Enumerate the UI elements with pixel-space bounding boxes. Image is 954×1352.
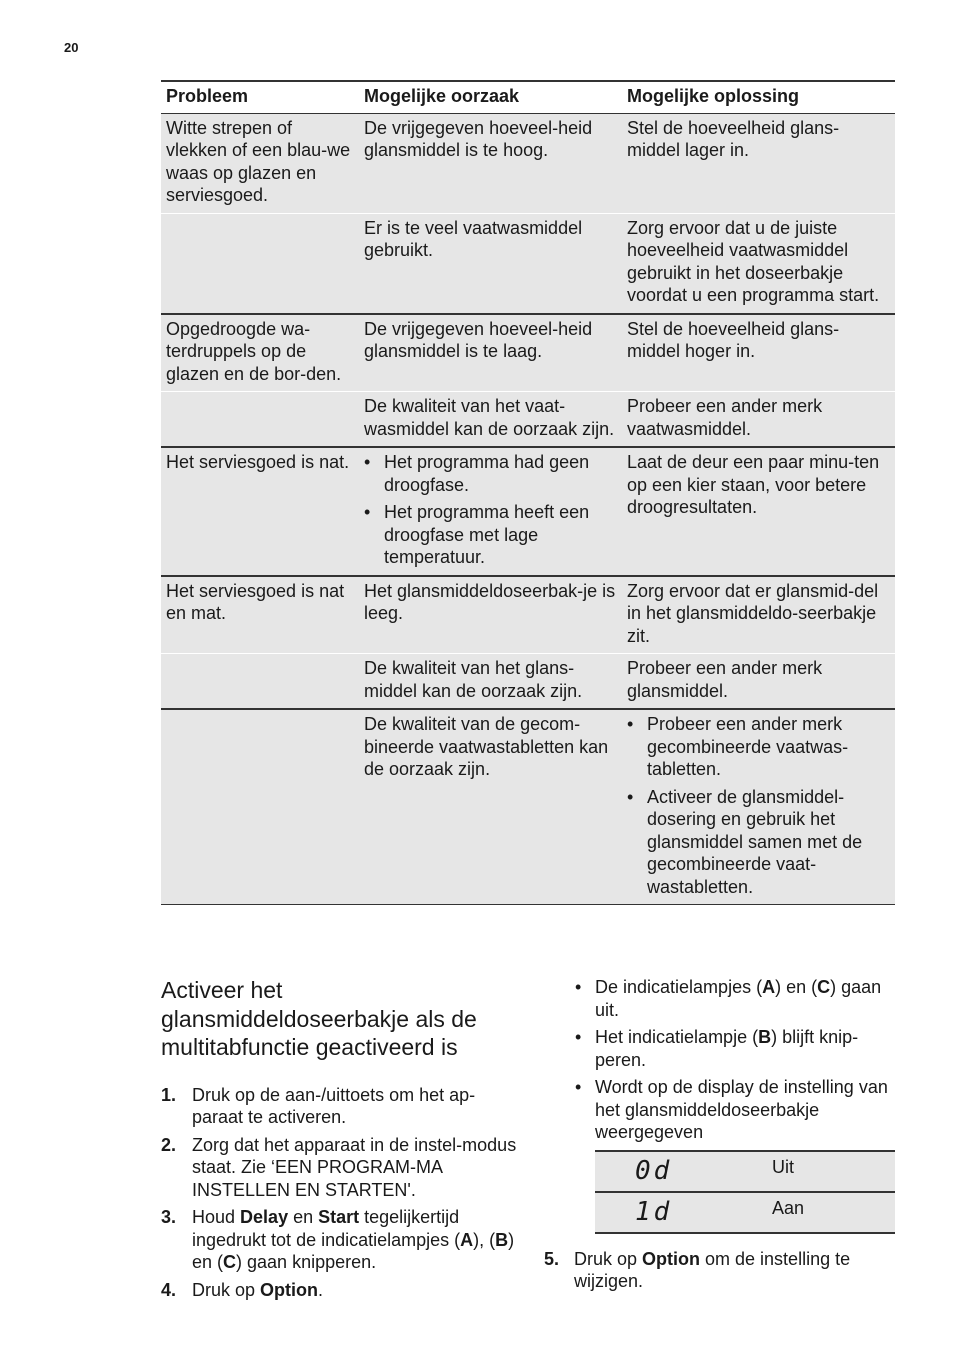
indicator-b: B: [495, 1229, 509, 1250]
list-item: • Probeer een ander merk gecombineerde vaatwas-tabletten.: [627, 713, 891, 781]
table-row: [595, 1151, 895, 1192]
step-item: [161, 1084, 521, 1129]
step-text: Druk op Option.: [192, 1279, 324, 1300]
step-item: [161, 1279, 521, 1302]
indicator-c: C: [223, 1252, 237, 1272]
left-column: [161, 976, 521, 1306]
cause-cell: Het glansmiddeldoseerbak-je is leeg.: [359, 576, 622, 654]
indicator-bullets: [544, 976, 896, 1144]
solution-cell: Zorg ervoor dat u de juiste hoeveelheid vaatwasmiddel gebruikt in het doseerbakje voordat u een programma start.: [622, 213, 895, 314]
cause-cell: De kwaliteit van de gecom-bineerde vaatwastabletten kan de oorzaak zijn.: [359, 709, 622, 905]
step-item: [161, 1206, 521, 1274]
step-text: Zorg dat het apparaat in de instel-modus staat. Zie ‘EEN PROGRAM-MA INSTELLEN EN STARTEN'.: [192, 1134, 517, 1200]
display-code: 0d: [595, 1151, 764, 1192]
indicator-a: A: [460, 1229, 474, 1250]
cause-cell: De kwaliteit van het glans-middel kan de oorzaak zijn.: [359, 654, 622, 710]
step-text: Druk op de aan-/uittoets om het ap-paraat te activeren.: [192, 1084, 476, 1127]
list-item: • Het programma heeft een droogfase met lage temperatuur.: [364, 501, 618, 569]
column-header: Mogelijke oplossing: [622, 81, 895, 113]
step-text: Druk op Option om de instelling te wijzigen.: [574, 1248, 851, 1291]
step-number: 2.: [161, 1134, 177, 1155]
list-item: • Activeer de glansmiddel-dosering en gebruik het glansmiddel samen met de gecombineerde vaat-wastabletten.: [627, 786, 891, 899]
display-settings-table: [595, 1150, 895, 1234]
right-column: [544, 976, 896, 1293]
table-row: [161, 314, 895, 392]
list-item: • Het programma had geen droogfase.: [364, 451, 618, 496]
steps-list-continued: [544, 1248, 896, 1293]
table-row: [595, 1192, 895, 1233]
section-title: Activeer het glansmiddeldoseerbakje als de multitabfunctie geactiveerd is: [161, 977, 477, 1060]
problem-cell: Witte strepen of vlekken of een blau-we waas op glazen en serviesgoed.: [161, 113, 359, 213]
setting-label: Aan: [764, 1192, 895, 1233]
problem-cell: [161, 392, 359, 448]
table-row: [161, 654, 895, 710]
solution-cell: Zorg ervoor dat er glansmid-del in het glansmiddeldo-seerbakje zit.: [622, 576, 895, 654]
cause-cell: De kwaliteit van het vaat-wasmiddel kan de oorzaak zijn.: [359, 392, 622, 448]
page-number: 20: [64, 40, 79, 55]
delay-key: Delay: [240, 1207, 289, 1227]
troubleshooting-table: [161, 80, 895, 905]
list-item: • Het indicatielampje (B) blijft knip-peren.: [544, 1026, 896, 1071]
table-row: [161, 576, 895, 654]
option-key: Option: [260, 1279, 319, 1300]
solution-cell: Probeer een ander merk vaatwasmiddel.: [622, 392, 895, 448]
step-number: 3.: [161, 1207, 177, 1227]
table-row: [161, 113, 895, 213]
problem-cell: Het serviesgoed is nat en mat.: [161, 576, 359, 654]
problem-cell: [161, 213, 359, 314]
solution-cell: Probeer een ander merk glansmiddel.: [622, 654, 895, 710]
solution-cell: [622, 709, 895, 905]
table-row: [161, 447, 895, 576]
display-code: 1d: [595, 1192, 764, 1233]
solution-cell: Laat de deur een paar minu-ten op een kier staan, voor betere droogresultaten.: [622, 447, 895, 576]
steps-list: [161, 1084, 521, 1302]
cause-cell: Er is te veel vaatwasmiddel gebruikt.: [359, 213, 622, 314]
solution-cell: Stel de hoeveelheid glans-middel lager in.: [622, 113, 895, 213]
step-item: [544, 1248, 896, 1293]
step-number: 1.: [161, 1084, 177, 1105]
cause-cell: De vrijgegeven hoeveel-heid glansmiddel is te laag.: [359, 314, 622, 392]
problem-cell: Het serviesgoed is nat.: [161, 447, 359, 576]
cause-cell: [359, 447, 622, 576]
table-header-row: [161, 81, 895, 113]
cause-cell: De vrijgegeven hoeveel-heid glansmiddel is te hoog.: [359, 113, 622, 213]
column-header: Mogelijke oorzaak: [359, 81, 622, 113]
step-text: Houd Delay en Start tegelijkertijd ingedrukt tot de indicatielampjes (A), (B) en (C) gaan knipperen.: [192, 1207, 515, 1272]
solution-bullet-list: [627, 713, 891, 898]
table-row: [161, 392, 895, 448]
setting-label: Uit: [764, 1151, 895, 1192]
cause-bullet-list: [364, 451, 618, 569]
step-number: 4.: [161, 1279, 177, 1300]
problem-cell: [161, 709, 359, 905]
list-item: • De indicatielampjes (A) en (C) gaan uit.: [544, 976, 896, 1021]
table-row: [161, 709, 895, 905]
list-item: • Wordt op de display de instelling van het glansmiddeldoseerbakje weergegeven: [544, 1076, 896, 1144]
column-header: Probleem: [161, 81, 359, 113]
step-item: [161, 1134, 521, 1202]
solution-cell: Stel de hoeveelheid glans-middel hoger in.: [622, 314, 895, 392]
table-row: [161, 213, 895, 314]
problem-cell: Opgedroogde wa-terdruppels op de glazen en de bor-den.: [161, 314, 359, 392]
option-key: Option: [642, 1248, 701, 1269]
start-key: Start: [318, 1207, 360, 1227]
step-number: 5.: [544, 1248, 560, 1269]
problem-cell: [161, 654, 359, 710]
